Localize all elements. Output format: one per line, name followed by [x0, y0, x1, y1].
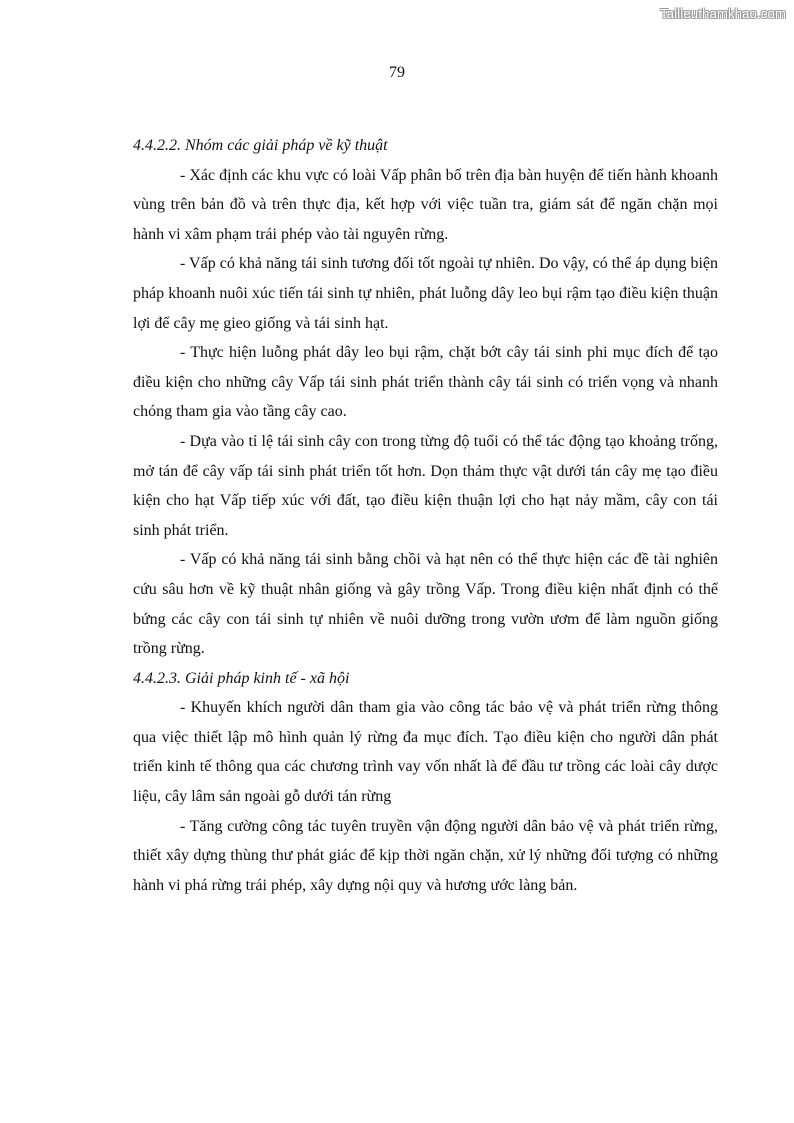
paragraph: - Thực hiện luỗng phát dây leo bụi rậm, chặt bớt cây tái sinh phi mục đích để tạo điều kiện cho những cây Vấp tái sinh phát triển thành cây tái sinh có triển vọng và nhanh chóng tham gia vào tầng cây cao.	[133, 344, 718, 421]
document-body	[133, 131, 718, 900]
paragraph: - Dựa vào tỉ lệ tái sinh cây con trong từng độ tuổi có thể tác động tạo khoảng trống, mở tán để cây vấp tái sinh phát triển tốt hơn. Dọn thảm thực vật dưới tán cây mẹ tạo điều kiện cho hạt Vấp tiếp xúc với đất, tạo điều kiện thuận lợi cho hạt nảy mầm, cây con tái sinh phát triển.	[133, 432, 718, 539]
page-number: 79	[389, 64, 405, 81]
section-heading-technical: 4.4.2.2. Nhóm các giải pháp về kỹ thuật	[133, 137, 388, 154]
paragraph: - Tăng cường công tác tuyên truyền vận động người dân bảo vệ và phát triển rừng, thiết xây dựng thùng thư phát giác để kịp thời ngăn chặn, xử lý những đối tượng có những hành vi phá rừng trái phép, xây dựng nội quy và hương ước làng bản.	[133, 817, 718, 894]
section-heading-socioeconomic: 4.4.2.3. Giải pháp kinh tế - xã hội	[133, 669, 350, 687]
paragraph: - Vấp có khả năng tái sinh bằng chồi và hạt nên có thể thực hiện các đề tài nghiên cứu sâu hơn về kỹ thuật nhân giống và gây trồng Vấp. Trong điều kiện nhất định có thể bứng các cây con tái sinh tự nhiên về nuôi dưỡng trong vườn ươm để làm nguồn giống trồng rừng.	[133, 551, 718, 658]
watermark-text: Tailieuthamkhao.com	[660, 6, 786, 21]
paragraph: - Vấp có khả năng tái sinh tương đối tốt ngoài tự nhiên. Do vậy, có thể áp dụng biện pháp khoanh nuôi xúc tiến tái sinh tự nhiên, phát luỗng dây leo bụi rậm tạo điều kiện thuận lợi để cây mẹ gieo giống và tái sinh hạt.	[133, 255, 718, 332]
paragraph: - Khuyến khích người dân tham gia vào công tác bảo vệ và phát triển rừng thông qua việc thiết lập mô hình quản lý rừng đa mục đích. Tạo điều kiện cho người dân phát triển kinh tế thông qua các chương trình vay vốn nhất là để đầu tư trồng các loài cây dược liệu, cây lâm sản ngoài gỗ dưới tán rừng	[133, 699, 718, 806]
paragraph: - Xác định các khu vực có loài Vấp phân bố trên địa bàn huyện để tiến hành khoanh vùng trên bản đồ và trên thực địa, kết hợp với việc tuần tra, giám sát để ngăn chặn mọi hành vi xâm phạm trái phép vào tài nguyên rừng.	[133, 166, 718, 243]
